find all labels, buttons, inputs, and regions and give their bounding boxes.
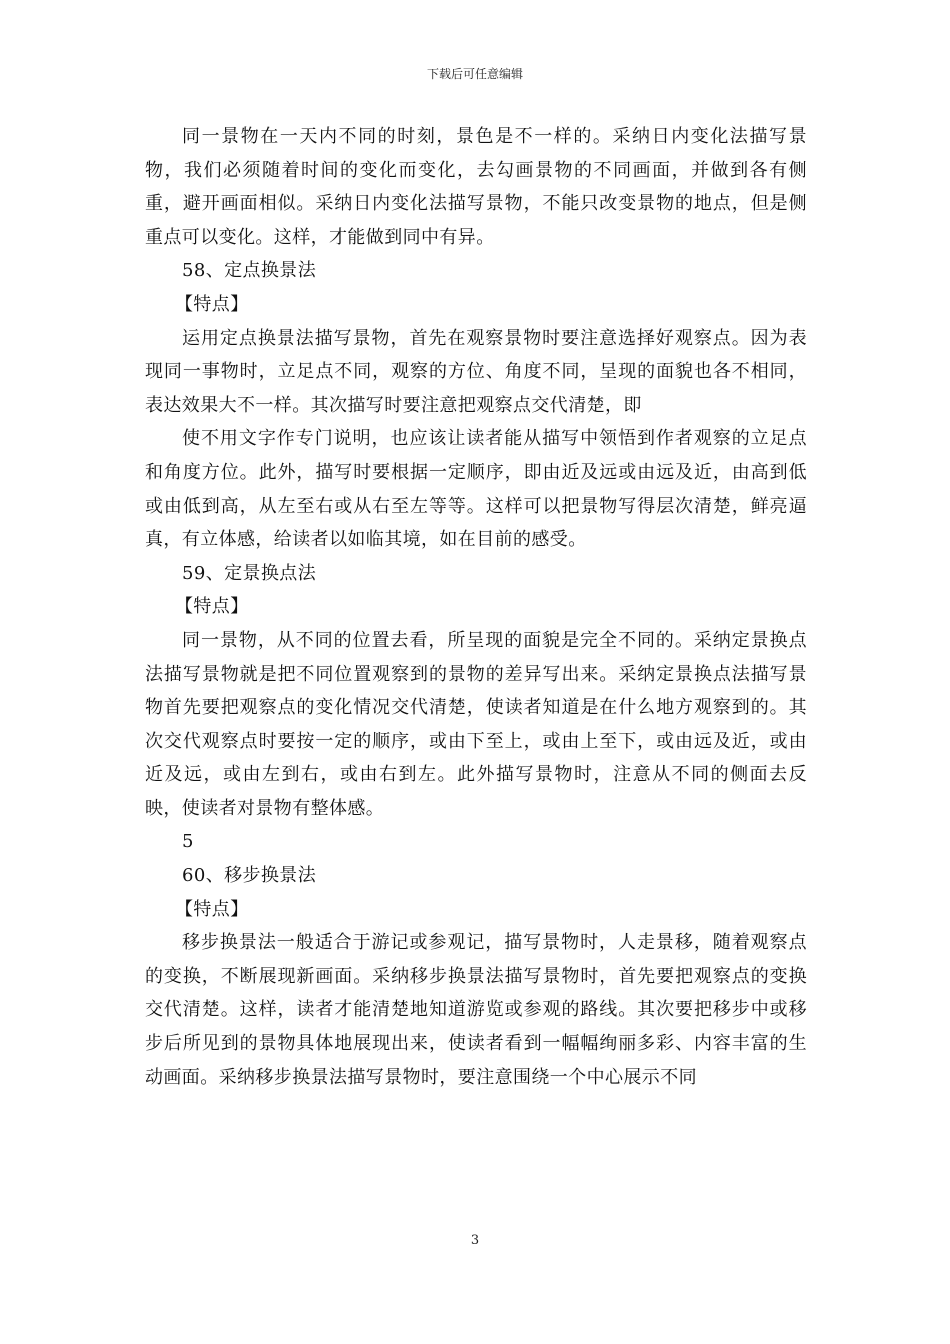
stray-number: 5 [182, 831, 194, 853]
features-label-58: 【特点】 [175, 293, 249, 315]
paragraph-intro: 同一景物在一天内不同的时刻，景色是不一样的。采纳日内变化法描写景物，我们必须随着时间的变化而变化，去勾画景物的不同画面，并做到各有侧重，避开画面相似。采纳日内变化法描写景物，不能只改变景物的地点，但是侧重点可以变化。这样，才能做到同中有异。 [145, 126, 807, 248]
document-body [145, 120, 807, 1094]
section-heading-59: 59、定景换点法 [182, 562, 317, 584]
paragraph-59: 同一景物，从不同的位置去看，所呈现的面貌是完全不同的。采纳定景换点法描写景物就是把不同位置观察到的景物的差异写出来。采纳定景换点法描写景物首先要把观察点的变化情况交代清楚，使读者知道是在什么地方观察到的。其次交代观察点时要按一定的顺序，或由下至上，或由上至下，或由远及近，或由近及远，或由左到右，或由右到左。此外描写景物时，注意从不同的侧面去反映，使读者对景物有整体感。 [145, 629, 807, 819]
paragraph-58-a: 运用定点换景法描写景物，首先在观察景物时要注意选择好观察点。因为表现同一事物时，立足点不同，观察的方位、角度不同，呈现的面貌也各不相同，表达效果大不一样。其次描写时要注意把观察点交代清楚，即 [145, 327, 807, 416]
features-label-59: 【特点】 [175, 596, 249, 618]
paragraph-60: 移步换景法一般适合于游记或参观记，描写景物时，人走景移，随着观察点的变换，不断展现新画面。采纳移步换景法描写景物时，首先要把观察点的变换交代清楚。这样，读者才能清楚地知道游览或参观的路线。其次要把移步中或移步后所见到的景物具体地展现出来，使读者看到一幅幅绚丽多彩、内容丰富的生动画面。采纳移步换景法描写景物时，要注意围绕一个中心展示不同 [145, 932, 807, 1088]
page-number: 3 [470, 1233, 480, 1248]
features-label-60: 【特点】 [175, 898, 249, 920]
section-heading-58: 58、定点换景法 [182, 260, 317, 282]
page-header: 下载后可任意编辑 [426, 67, 523, 81]
paragraph-58-b: 使不用文字作专门说明，也应该让读者能从描写中领悟到作者观察的立足点和角度方位。此外，描写时要根据一定顺序，即由近及远或由远及近，由高到低或由低到高，从左至右或从右至左等等。这样可以把景物写得层次清楚，鲜亮逼真，有立体感，给读者以如临其境，如在目前的感受。 [145, 428, 807, 551]
section-heading-60: 60、移步换景法 [182, 865, 317, 887]
